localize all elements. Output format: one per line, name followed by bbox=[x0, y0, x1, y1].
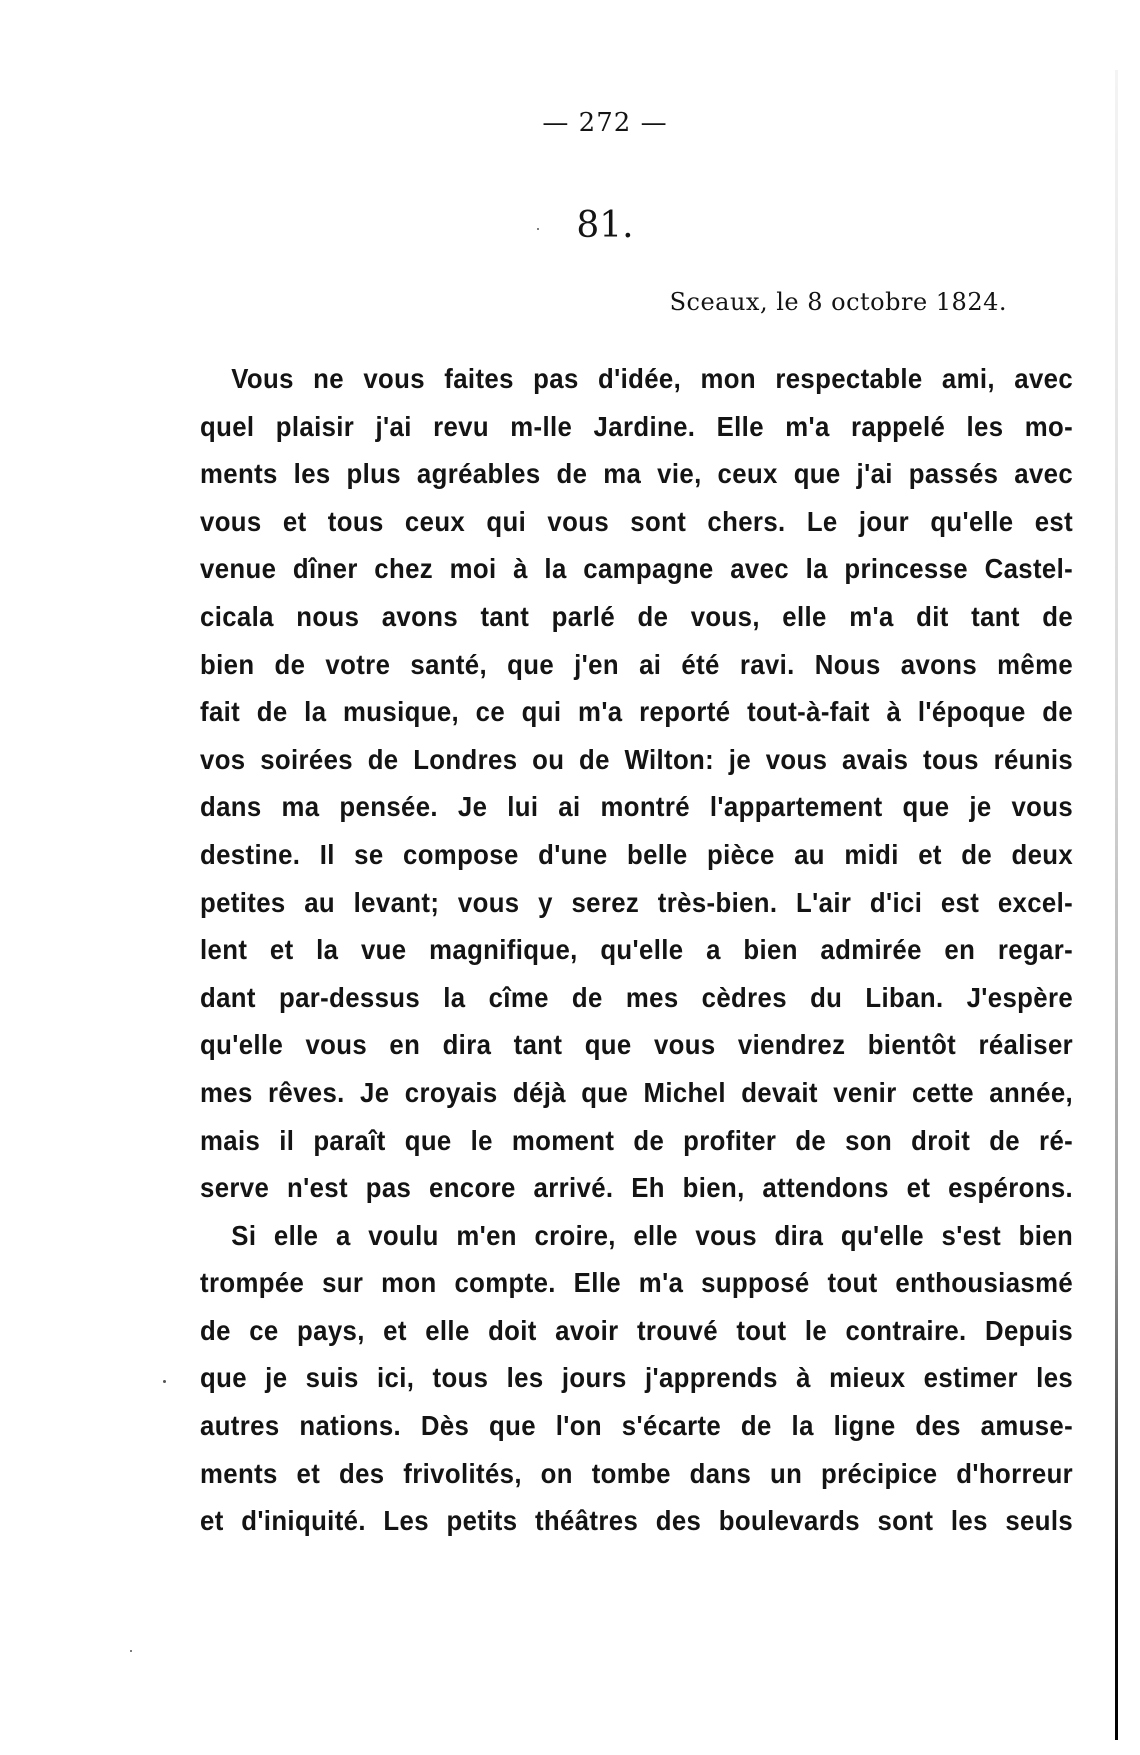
text-line: dans ma pensée. Je lui ai montré l'appartement que je vous bbox=[200, 791, 1074, 823]
text-line: qu'elle vous en dira tant que vous viendrez bientôt réaliser bbox=[200, 1029, 1074, 1061]
text-line: de ce pays, et elle doit avoir trouvé tout le contraire. Depuis bbox=[200, 1314, 1074, 1346]
ink-speck bbox=[163, 1380, 166, 1383]
letter-number: 81. bbox=[576, 205, 634, 246]
text-line: vous et tous ceux qui vous sont chers. Le jour qu'elle est bbox=[200, 505, 1074, 537]
page-number: — 272 — bbox=[542, 108, 668, 138]
text-line: venue dîner chez moi à la campagne avec la princesse Castel- bbox=[200, 553, 1074, 585]
text-line: fait de la musique, ce qui m'a reporté tout-à-fait à l'époque de bbox=[200, 696, 1074, 728]
ink-speck bbox=[130, 1650, 132, 1652]
text-line: ments et des frivolités, on tombe dans un précipice d'horreur bbox=[200, 1457, 1074, 1489]
ink-speck bbox=[537, 228, 539, 230]
text-line: Si elle a voulu m'en croire, elle vous dira qu'elle s'est bien bbox=[231, 1219, 1074, 1251]
page-edge-shadow bbox=[1115, 70, 1118, 1740]
text-line: petites au levant; vous y serez très-bien. L'air d'ici est excel- bbox=[200, 886, 1074, 918]
text-line: autres nations. Dès que l'on s'écarte de la ligne des amuse- bbox=[200, 1410, 1074, 1442]
text-line: cicala nous avons tant parlé de vous, elle m'a dit tant de bbox=[200, 600, 1074, 632]
text-line: trompée sur mon compte. Elle m'a supposé tout enthousiasmé bbox=[200, 1267, 1074, 1299]
text-line: Vous ne vous faites pas d'idée, mon respectable ami, avec bbox=[231, 363, 1074, 394]
text-line: vos soirées de Londres ou de Wilton: je vous avais tous réunis bbox=[200, 743, 1074, 775]
text-line: mais il paraît que le moment de profiter de son droit de ré- bbox=[200, 1124, 1074, 1156]
text-line: lent et la vue magnifique, qu'elle a bien admirée en regar- bbox=[200, 934, 1074, 966]
text-line: mes rêves. Je croyais déjà que Michel devait venir cette année, bbox=[200, 1076, 1074, 1108]
letter-body bbox=[200, 355, 1073, 1545]
dateline: Sceaux, le 8 octobre 1824. bbox=[669, 288, 1007, 316]
text-line: dant par-dessus la cîme de mes cèdres du Liban. J'espère bbox=[200, 981, 1074, 1013]
text-line: et d'iniquité. Les petits théâtres des boulevards sont les seuls bbox=[200, 1505, 1074, 1537]
text-line: serve n'est pas encore arrivé. Eh bien, attendons et espérons. bbox=[200, 1172, 1074, 1204]
text-line: ments les plus agréables de ma vie, ceux que j'ai passés avec bbox=[200, 458, 1074, 490]
text-line: quel plaisir j'ai revu m-lle Jardine. Elle m'a rappelé les mo- bbox=[200, 410, 1074, 442]
text-line: que je suis ici, tous les jours j'apprends à mieux estimer les bbox=[200, 1362, 1074, 1394]
text-line: destine. Il se compose d'une belle pièce au midi et de deux bbox=[200, 838, 1074, 870]
text-line: bien de votre santé, que j'en ai été ravi. Nous avons même bbox=[200, 648, 1074, 680]
